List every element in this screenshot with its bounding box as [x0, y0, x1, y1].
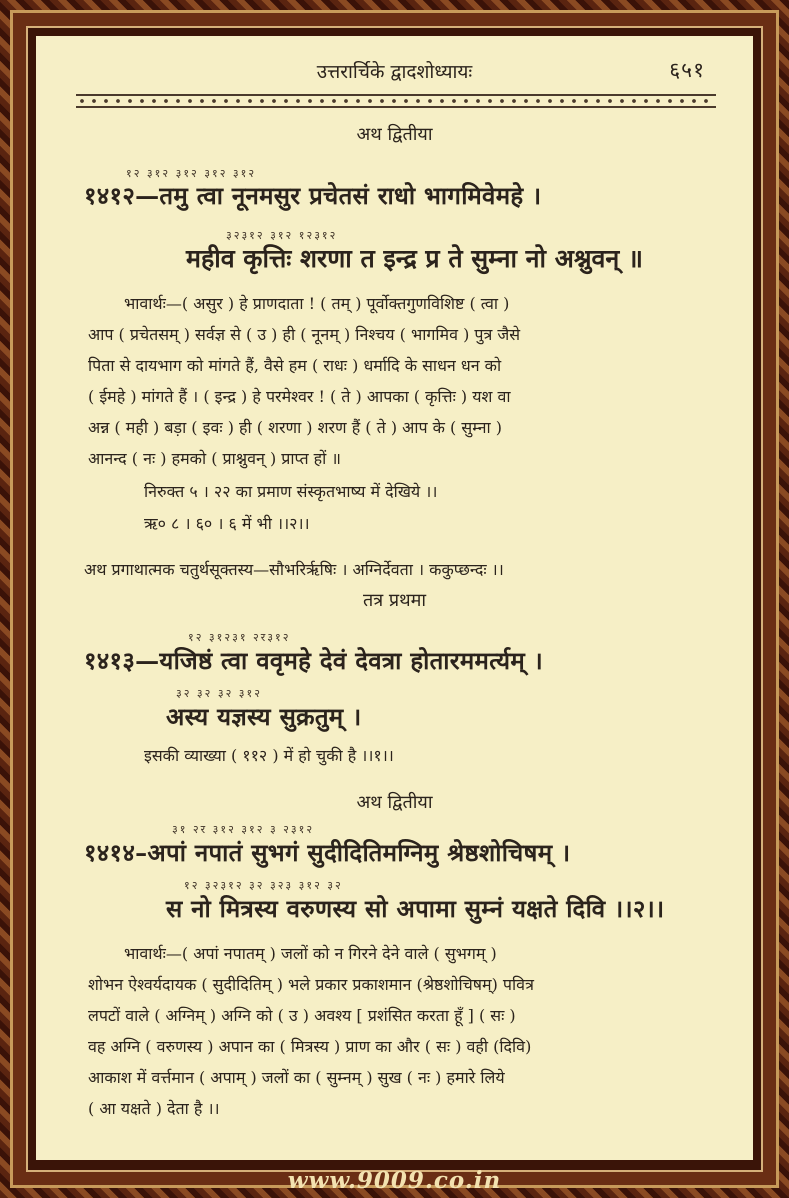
explanation-reference: इसकी व्याख्या ( ११२ ) में हो चुकी है ।।१।। — [144, 746, 394, 765]
section-title: अथ द्वितीया — [356, 792, 433, 813]
meaning-line: अन्न ( मही ) बड़ा ( इवः ) ही ( शरणा ) शरण हैं ( ते ) आप के ( सुम्ना ) — [88, 418, 502, 437]
mantra-1412-line2: महीव कृत्तिः शरणा त इन्द्र प्र ते सुम्ना नो अश्नुवन् ॥ — [186, 244, 643, 273]
meaning-line: ( ईमहे ) मांगते हैं । ( इन्द्र ) हे परमेश्वर ! ( ते ) आपका ( कृत्तिः ) यश वा — [88, 387, 511, 406]
header-title: उत्तरार्चिके द्वादशोध्यायः — [316, 61, 473, 83]
svara-marks: ३२ ३२ ३२ ३१२ — [176, 687, 262, 700]
svara-marks: १२ ३१२३१ २र३१२ — [188, 631, 291, 644]
ornamental-divider — [76, 94, 716, 108]
svara-marks: ३१ २र ३१२ ३१२ ३ २३१२ — [172, 823, 315, 836]
page-number: ६५१ — [669, 58, 705, 82]
mantra-1412-line1: १४१२—तमु त्वा नूनमसुर प्रचेतसं राधो भागमिवेमहे । — [84, 181, 542, 210]
nirukta-reference: निरुक्त ५ । २२ का प्रमाण संस्कृतभाष्य में देखिये ।। — [144, 482, 438, 501]
section-title: तत्र प्रथमा — [362, 590, 427, 611]
meaning-line: शोभन ऐश्वर्यदायक ( सुदीदितिम् ) भले प्रकार प्रकाशमान (श्रेष्ठशोचिषम्) पवित्र — [88, 975, 534, 994]
meaning-line: ( आ यक्षते ) देता है ।। — [88, 1099, 220, 1118]
mantra-1414-line2: स नो मित्रस्य वरुणस्य सो अपामा सुम्नं यक्षते दिवि ।।२।। — [166, 894, 665, 923]
meaning-line: लपटों वाले ( अग्निम् ) अग्नि को ( उ ) अवश्य [ प्रशंसित करता हूँ ] ( सः ) — [88, 1006, 516, 1025]
meaning-line: पिता से दायभाग को मांगते हैं, वैसे हम ( राधः ) धर्मादि के साधन धन को — [88, 356, 502, 375]
meaning-line: भावार्थः—( असुर ) हे प्राणदाता ! ( तम् ) पूर्वोक्तगुणविशिष्ट ( त्वा ) — [124, 294, 510, 313]
page — [36, 36, 753, 1160]
rigveda-reference: ऋ० ८ । ६० । ६ में भी ।।२।। — [144, 514, 310, 533]
mantra-1413-line1: १४१३—यजिष्ठं त्वा ववृमहे देवं देवत्रा होतारममर्त्यम् । — [84, 646, 544, 675]
meaning-line: वह अग्नि ( वरुणस्य ) अपान का ( मित्रस्य ) प्राण का और ( सः ) वही (दिवि) — [88, 1037, 532, 1056]
mantra-1413-line2: अस्य यज्ञस्य सुक्रतुम् । — [166, 702, 362, 731]
meaning-line: आप ( प्रचेतसम् ) सर्वज्ञ से ( उ ) ही ( नूनम् ) निश्चय ( भागमिव ) पुत्र जैसे — [88, 325, 521, 344]
meaning-paragraph-1 — [88, 288, 718, 474]
section-title: अथ द्वितीया — [356, 124, 433, 145]
meaning-line: आनन्द ( नः ) हमको ( प्राश्नुवन् ) प्राप्त हों ॥ — [88, 449, 341, 468]
sukta-intro: अथ प्रगाथात्मक चतुर्थसूक्तस्य—सौभरिर्ऋषिः । अग्निर्देवता । ककुप्छन्दः ।। — [84, 560, 504, 579]
svara-marks: १२ ३२३१२ ३२ ३२३ ३१२ ३२ — [184, 879, 343, 892]
page-header — [36, 56, 753, 86]
meaning-line: आकाश में वर्त्तमान ( अपाम् ) जलों का ( सुम्नम् ) सुख ( नः ) हमारे लिये — [88, 1068, 505, 1087]
svara-marks: ३२३१२ ३१२ १२३१२ — [226, 229, 338, 242]
mantra-1414-line1: १४१४–अपां नपातं सुभगं सुदीदितिमग्निमु श्रेष्ठशोचिषम् । — [84, 838, 571, 867]
meaning-line: भावार्थः—( अपां नपातम् ) जलों को न गिरने देने वाले ( सुभगम् ) — [124, 944, 497, 963]
svara-marks: १२ ३१२ ३१२ ३१२ ३१२ — [126, 167, 257, 180]
website-watermark: www.9009.co.in — [287, 1167, 502, 1194]
meaning-paragraph-2 — [88, 938, 718, 1124]
